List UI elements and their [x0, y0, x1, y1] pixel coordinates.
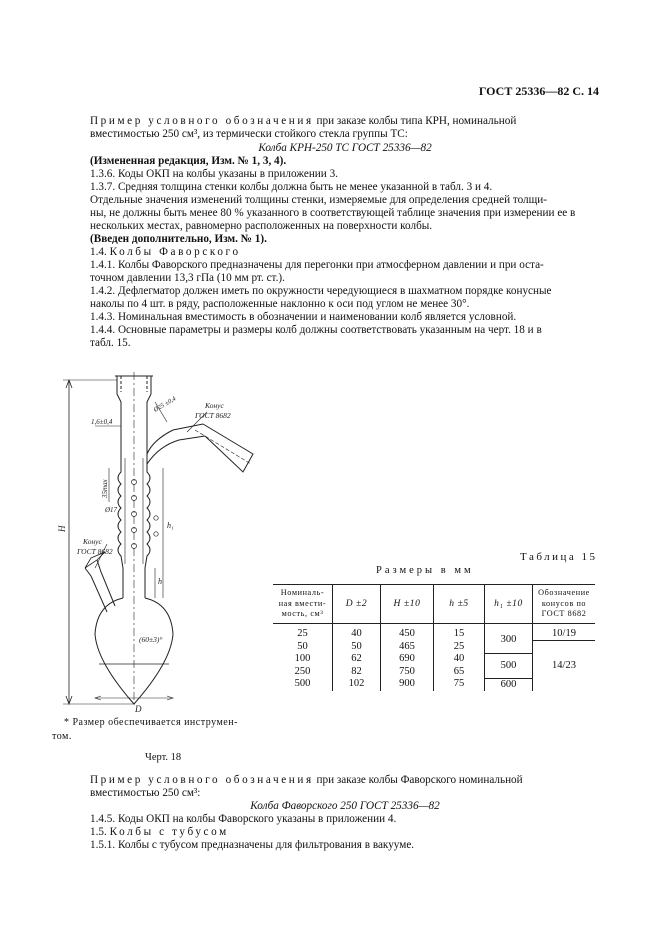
edition-note: (Измененная редакция, Изм. № 1, 3, 4). — [90, 155, 287, 167]
favorsky-flask-drawing — [55, 372, 275, 712]
cell-D: 102 — [333, 678, 381, 691]
cell-h: 25 — [434, 641, 485, 653]
header-D: D ±2 — [333, 585, 381, 624]
paragraph-1-4-4-a: 1.4.4. Основные параметры и размеры колб должны соответствовать указанным на черт. 18 и в — [90, 324, 542, 336]
h1-dimension: h₁ — [167, 521, 174, 530]
header-h: h ±5 — [434, 585, 485, 624]
cell-h1: 300 — [485, 624, 533, 654]
max-35-dimension: 35max — [101, 479, 109, 498]
cell-h: 40 — [434, 653, 485, 665]
header-nominal: Номиналь- ная вмести- мость, см³ — [273, 585, 333, 624]
header-H: H ±10 — [381, 585, 434, 624]
paragraph-changes-1: Отдельные значения изменений толщины стенки, измеряемые для определения средней толщи- — [90, 194, 547, 206]
paragraph-1-4-4-b: табл. 15. — [90, 337, 131, 349]
cell-D: 82 — [333, 666, 381, 678]
cell-D: 50 — [333, 641, 381, 653]
cell-D: 40 — [333, 624, 381, 641]
paragraph-changes-3: нескольких местах, равномерно расположенных на поверхности колбы. — [90, 220, 433, 232]
example1-spaced: Пример условного обозначения — [90, 115, 314, 127]
drawing-caption: Черт. 18 — [145, 752, 182, 763]
cone-top-standard: ГОСТ 8682 — [195, 411, 231, 420]
cell-h1: 600 — [485, 678, 533, 691]
cell-volume: 500 — [294, 678, 311, 690]
cell-h: 75 — [434, 678, 485, 691]
example2-spaced: Пример условного обозначения — [90, 774, 314, 786]
cone-top-label: Конус — [205, 401, 224, 410]
added-note: (Введен дополнительно, Изм. № 1). — [90, 233, 267, 245]
cell-h: 65 — [434, 666, 485, 678]
section-1-4-number: 1.4. — [90, 246, 107, 258]
page-header: ГОСТ 25336—82 С. 14 — [478, 84, 599, 98]
example1-line2: вместимостью 250 см³, из термически стойкого стекла группы ТС: — [90, 128, 408, 140]
paragraph-1-5-1: 1.5.1. Колбы с тубусом предназначены для фильтрования в вакууме. — [90, 839, 415, 851]
paragraph-1-4-3: 1.4.3. Номинальная вместимость в обозначении и наименовании колб является условной. — [90, 311, 517, 323]
section-1-5-heading — [90, 825, 229, 839]
example1-line — [90, 114, 516, 128]
cell-cone: 14/23 — [533, 641, 596, 691]
cell-H: 750 — [381, 666, 434, 678]
cone-side-label: Конус — [83, 537, 102, 546]
wall-thickness-dimension: 1,6±0,4 — [91, 418, 113, 426]
paragraph-1-4-2-a: 1.4.2. Дефлегматор должен иметь по окружности чередующиеся в шахматном порядке конусные — [90, 285, 552, 297]
section-1-4-heading — [90, 245, 241, 259]
cone-angle-dimension: (60±3)° — [139, 635, 163, 644]
cell-volume: 50 — [297, 640, 308, 652]
D-dimension: D — [135, 704, 142, 712]
h-dimension: h — [158, 577, 162, 586]
cell-H: 450 — [381, 624, 434, 641]
cell-volume: 100 — [294, 653, 311, 665]
paragraph-changes-2: ны, не должны быть менее 80 % указанного в соответствующей таблице значения при измерении ее в — [90, 207, 576, 219]
cell-H: 465 — [381, 641, 434, 653]
table-units: Размеры в мм — [376, 565, 474, 576]
cell-D: 62 — [333, 653, 381, 665]
dimensions-table — [273, 584, 595, 691]
paragraph-1-4-1-b: точном давлении 13,3 гПа (10 мм рт. ст.). — [90, 272, 285, 284]
cell-H: 690 — [381, 653, 434, 665]
cell-h1: 500 — [485, 653, 533, 678]
header-h1: h₁ ±10 — [485, 585, 533, 624]
cell-cone: 10/19 — [533, 624, 596, 641]
example2-designation: Колба Фаворского 250 ГОСТ 25336—82 — [250, 800, 440, 812]
header-cones: Обозначение конусов по ГОСТ 8682 — [533, 585, 596, 624]
paragraph-1-4-2-b: наколы по 4 шт. в ряду, расположенные наклонно к оси под углом не менее 30°. — [90, 298, 470, 310]
example2-rest: при заказе колбы Фаворского номинальной — [313, 774, 523, 786]
section-1-5-title: Колбы с тубусом — [109, 826, 229, 838]
table-row — [273, 641, 595, 653]
cone-side-standard: ГОСТ 8682 — [77, 547, 113, 556]
example2-line — [90, 773, 523, 787]
drawing-footnote-1: * Размер обеспечивается инструмен- — [64, 717, 238, 728]
cell-h: 15 — [434, 624, 485, 641]
section-1-4-title: Колбы Фаворского — [109, 246, 241, 258]
bore-dimension: Ø25 ±0,4 — [152, 395, 178, 414]
diameter-17-dimension: Ø17 — [105, 506, 118, 514]
example1-designation: Колба КРН-250 ТС ГОСТ 25336—82 — [258, 142, 432, 154]
example2-line2: вместимостью 250 см³: — [90, 787, 201, 799]
table-row — [273, 624, 595, 641]
example1-rest: при заказе колбы типа КРН, номинальной — [313, 115, 517, 127]
cell-volume: 25 — [297, 628, 308, 640]
paragraph-1-4-5: 1.4.5. Коды ОКП на колбы Фаворского указаны в приложении 4. — [90, 813, 397, 825]
table-caption: Таблица 15 — [520, 551, 598, 563]
paragraph-1-3-6: 1.3.6. Коды ОКП на колбы указаны в приложении 3. — [90, 168, 338, 180]
section-1-5-number: 1.5. — [90, 826, 107, 838]
cell-volume: 250 — [294, 665, 311, 677]
drawing-footnote-2: том. — [52, 731, 72, 742]
paragraph-1-3-7: 1.3.7. Средняя толщина стенки колбы должна быть не менее указанной в табл. 3 и 4. — [90, 181, 493, 193]
height-H-dimension: H — [57, 525, 67, 532]
cell-H: 900 — [381, 678, 434, 691]
paragraph-1-4-1-a: 1.4.1. Колбы Фаворского предназначены для перегонки при атмосферном давлении и при оста- — [90, 259, 544, 271]
